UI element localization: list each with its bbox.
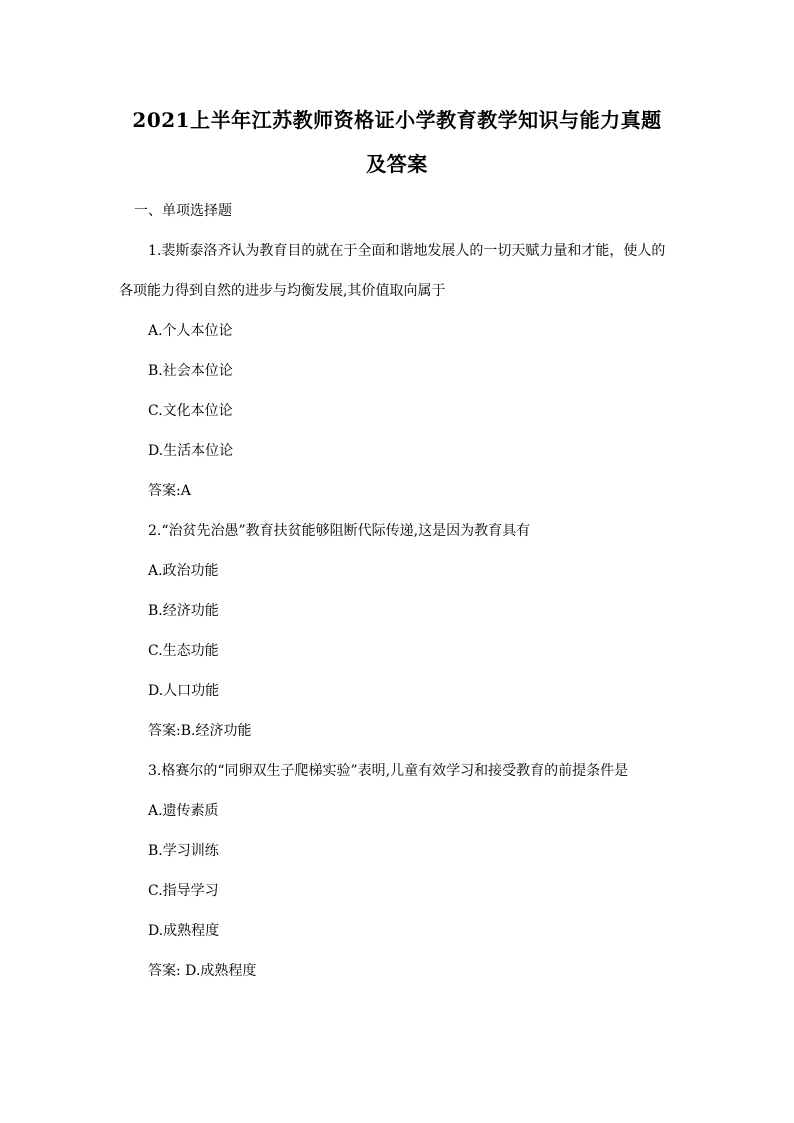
question-3-answer: 答案: D.成熟程度 xyxy=(148,963,257,979)
question-3-option-b: B.学习训练 xyxy=(148,843,219,859)
question-1-option-c: C.文化本位论 xyxy=(148,403,233,419)
document-title-line-2: 及答案 xyxy=(366,152,428,176)
question-2-option-c: C.生态功能 xyxy=(148,643,219,659)
question-1-stem-line-1: 1.裴斯泰洛齐认为教育目的就在于全面和谐地发展人的一切天赋力量和才能，使人的 xyxy=(148,243,666,259)
question-2-option-d: D.人口功能 xyxy=(148,683,220,699)
question-2-option-b: B.经济功能 xyxy=(148,603,219,619)
question-2-answer: 答案:B.经济功能 xyxy=(148,723,252,739)
document-title-line-1: 2021上半年江苏教师资格证小学教育教学知识与能力真题 xyxy=(132,108,662,132)
question-2-option-a: A.政治功能 xyxy=(148,563,219,579)
question-1-answer: 答案:A xyxy=(148,483,191,499)
question-3-option-a: A.遗传素质 xyxy=(148,803,219,819)
question-1-stem-line-2: 各项能力得到自然的进步与均衡发展,其价值取向属于 xyxy=(119,283,446,299)
question-3-option-c: C.指导学习 xyxy=(148,883,219,899)
question-3-option-d: D.成熟程度 xyxy=(148,923,220,939)
question-1-option-b: B.社会本位论 xyxy=(148,363,233,379)
question-2-stem: 2.“治贫先治愚”教育扶贫能够阻断代际传递,这是因为教育具有 xyxy=(148,523,531,539)
question-1-option-a: A.个人本位论 xyxy=(148,323,233,339)
section-heading: 一、单项选择题 xyxy=(134,203,232,219)
question-1-option-d: D.生活本位论 xyxy=(148,443,234,459)
question-3-stem: 3.格赛尔的“同卵双生子爬梯实验”表明,儿童有效学习和接受教育的前提条件是 xyxy=(148,763,629,779)
